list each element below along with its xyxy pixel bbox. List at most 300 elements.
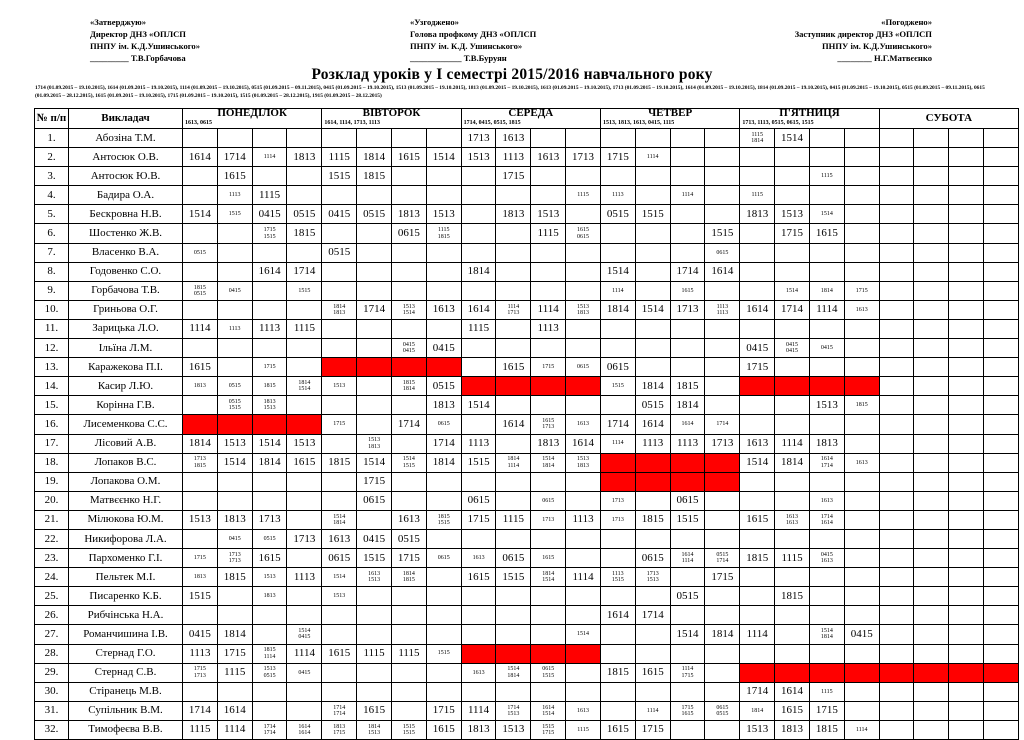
lesson-cell — [600, 720, 635, 739]
group-code: 1514 — [402, 309, 415, 316]
lesson-cell — [496, 568, 531, 587]
lesson-cell — [357, 663, 392, 682]
approval-block-agreed — [410, 16, 536, 64]
group-code: 1114 — [746, 627, 768, 640]
group-code: 1114 — [467, 704, 490, 717]
lesson-cell — [809, 281, 844, 300]
group-code: 0615 — [437, 421, 450, 428]
group-code: 1614 — [641, 417, 664, 430]
lesson-cell — [635, 167, 670, 186]
lesson-cell — [531, 148, 566, 167]
blocked-cell — [461, 644, 496, 663]
group-code: 1114 — [507, 303, 520, 310]
lesson-cell — [426, 568, 461, 587]
group-code: 0415 — [228, 287, 241, 294]
group-code: 1113 — [228, 325, 241, 332]
row-number: 29. — [35, 663, 69, 682]
approval-header — [90, 16, 932, 66]
lesson-cell — [183, 262, 218, 281]
lesson-cell — [635, 529, 670, 548]
lesson-cell — [844, 529, 879, 548]
lesson-cell — [531, 529, 566, 548]
row-number: 21. — [35, 510, 69, 529]
table-row — [35, 472, 1019, 491]
group-code: 1814 — [258, 456, 281, 469]
lesson-cell — [914, 377, 949, 396]
group-code: 1514 — [542, 577, 555, 584]
lesson-cell — [879, 644, 914, 663]
lesson-cell — [496, 262, 531, 281]
day-header-thursday — [600, 109, 739, 129]
lesson-cell — [357, 491, 392, 510]
lesson-cell — [740, 415, 775, 434]
lesson-cell — [635, 358, 670, 377]
lesson-cell — [984, 434, 1019, 453]
lesson-cell — [705, 663, 740, 682]
lesson-cell — [949, 720, 984, 739]
lesson-cell — [496, 720, 531, 739]
group-code: 0515 — [397, 532, 420, 545]
group-code: 1513 — [263, 574, 276, 581]
lesson-cell — [531, 186, 566, 205]
teacher-name: Гриньова О.Г. — [69, 300, 183, 319]
group-code: 1513 — [333, 593, 346, 600]
group-code: 1613 — [786, 513, 799, 520]
group-code: 1514 — [641, 303, 664, 316]
lesson-cell — [531, 472, 566, 491]
lesson-cell — [287, 243, 322, 262]
blocked-cell — [914, 663, 949, 682]
lesson-cell — [217, 281, 252, 300]
table-row — [35, 453, 1019, 472]
group-periods-note: 1714 (01.09.2015 – 19.10.2015), 1614 (01.09.2015 – 19.10.2015), 1114 (01.09.2015 – 19.10.2015), 0515 (01.09.2015 – 09.11.2015), 0415 (01.09.2015 – 19.10.2015), 1513 (01.09.2015 – 19.10.2015), 1813 (01.09.2015 – 19.10.2015), 1613 (01.09.2015 – 19.10.2015), 1713 (01.09.2015 – 19.10.2015), 1614 (01.09.2015 – 19.10.2015), 1814 (01.09.2015 – 19.10.2015), 0415 (01.09.2015 – 19.10.2015), 0515 (01.09.2015 – 09.11.2015), 0615 (01.09.2015 – 28.12.2015), 1615 (01.09.2015 – 19.10.2015), 1715 (01.09.2015 – 19.10.2015), 1515 (01.09.2015 – 28.12.2015), 1915 (01.09.2015 – 28.12.2015) — [35, 85, 985, 100]
lesson-cell — [670, 262, 705, 281]
lesson-cell — [392, 377, 427, 396]
group-code: 1713 — [507, 309, 520, 316]
lesson-cell — [879, 587, 914, 606]
lesson-cell — [252, 339, 287, 358]
lesson-cell — [600, 529, 635, 548]
lesson-cell — [809, 339, 844, 358]
lesson-cell — [809, 529, 844, 548]
lesson-cell — [705, 205, 740, 224]
blocked-cell — [600, 453, 635, 472]
lesson-cell — [357, 148, 392, 167]
group-code: 1813 — [193, 383, 206, 390]
group-code: 1614 — [298, 723, 311, 730]
group-code: 1513 — [188, 513, 211, 526]
lesson-cell — [844, 472, 879, 491]
lesson-cell — [357, 682, 392, 701]
day-header-monday — [183, 109, 322, 129]
teacher-name: Супільник В.М. — [69, 701, 183, 720]
lesson-cell — [392, 186, 427, 205]
lesson-cell — [566, 682, 601, 701]
group-code: 1813 — [368, 443, 381, 450]
lesson-cell — [914, 472, 949, 491]
group-code: 1515 — [641, 207, 664, 220]
lesson-cell — [322, 491, 357, 510]
lesson-cell — [392, 205, 427, 224]
lesson-cell — [392, 262, 427, 281]
lesson-cell — [252, 720, 287, 739]
row-number: 4. — [35, 186, 69, 205]
lesson-cell — [705, 549, 740, 568]
lesson-cell — [357, 339, 392, 358]
group-code: 1814 — [542, 571, 555, 577]
lesson-cell — [914, 587, 949, 606]
row-number: 13. — [35, 358, 69, 377]
group-code: 1814 — [820, 287, 833, 294]
lesson-cell — [217, 453, 252, 472]
lesson-cell — [809, 625, 844, 644]
lesson-cell — [775, 319, 810, 338]
lesson-cell — [914, 396, 949, 415]
lesson-cell — [392, 682, 427, 701]
group-code: 1815 — [781, 589, 804, 602]
lesson-cell — [705, 625, 740, 644]
lesson-cell — [670, 682, 705, 701]
lesson-cell — [217, 396, 252, 415]
lesson-cell — [635, 205, 670, 224]
lesson-cell — [287, 644, 322, 663]
blocked-cell — [496, 377, 531, 396]
blocked-cell — [322, 358, 357, 377]
lesson-cell — [252, 358, 287, 377]
lesson-cell — [600, 129, 635, 148]
lesson-cell — [914, 415, 949, 434]
group-code: 1813 — [746, 207, 769, 220]
row-number: 6. — [35, 224, 69, 243]
lesson-cell — [217, 587, 252, 606]
row-number: 8. — [35, 262, 69, 281]
lesson-cell — [287, 606, 322, 625]
row-number: 18. — [35, 453, 69, 472]
lesson-cell — [217, 205, 252, 224]
lesson-cell — [809, 129, 844, 148]
lesson-cell — [879, 167, 914, 186]
table-row — [35, 186, 1019, 205]
group-code: 0615 — [397, 227, 420, 240]
group-code: 1513 — [263, 405, 276, 412]
lesson-cell — [183, 491, 218, 510]
group-code: 1514 — [786, 287, 799, 294]
group-code: 1514 — [258, 437, 281, 450]
lesson-cell — [287, 129, 322, 148]
group-code: 1715 — [502, 169, 525, 182]
group-code: 1515 — [467, 456, 490, 469]
lesson-cell — [984, 472, 1019, 491]
lesson-cell — [287, 205, 322, 224]
lesson-cell — [461, 339, 496, 358]
lesson-cell — [670, 300, 705, 319]
day-header-saturday — [879, 109, 1018, 129]
lesson-cell — [531, 358, 566, 377]
lesson-cell — [705, 682, 740, 701]
group-code: 1114 — [681, 192, 694, 199]
lesson-cell — [984, 300, 1019, 319]
group-code: 1615 — [681, 287, 694, 294]
row-number: 30. — [35, 682, 69, 701]
group-code: 0415 — [402, 341, 415, 348]
lesson-cell — [357, 129, 392, 148]
lesson-cell — [740, 205, 775, 224]
group-code: 1115 — [781, 551, 803, 564]
group-code: 1814 — [402, 386, 415, 393]
table-row — [35, 568, 1019, 587]
lesson-cell — [705, 262, 740, 281]
lesson-cell — [183, 606, 218, 625]
day-header-friday — [740, 109, 879, 129]
lesson-cell — [809, 224, 844, 243]
lesson-cell — [600, 625, 635, 644]
blocked-cell — [252, 415, 287, 434]
lesson-cell — [322, 281, 357, 300]
group-code: 1513 — [815, 398, 838, 411]
lesson-cell — [357, 549, 392, 568]
group-code: 0515 — [328, 246, 351, 259]
group-code: 1714 — [641, 608, 664, 621]
lesson-cell — [183, 186, 218, 205]
day-groups: 1614, 1114, 1713, 1113 — [324, 120, 381, 126]
teacher-name: Рибчінська Н.А. — [69, 606, 183, 625]
lesson-cell — [670, 129, 705, 148]
approval-line: ____________ Т.В.Буруян — [410, 53, 507, 63]
lesson-cell — [322, 529, 357, 548]
group-code: 1815 — [402, 380, 415, 387]
lesson-cell — [252, 205, 287, 224]
group-code: 1515 — [402, 729, 415, 736]
lesson-cell — [357, 472, 392, 491]
group-code: 0515 — [641, 398, 664, 411]
group-code: 1615 — [606, 723, 629, 736]
group-code: 1814 — [507, 456, 520, 463]
lesson-cell — [566, 549, 601, 568]
group-code: 1713 — [711, 437, 734, 450]
row-number: 20. — [35, 491, 69, 510]
group-code: 1115 — [437, 227, 450, 234]
lesson-cell — [809, 262, 844, 281]
group-code: 1114 — [681, 558, 694, 565]
lesson-cell — [600, 300, 635, 319]
lesson-cell — [461, 186, 496, 205]
lesson-cell — [914, 167, 949, 186]
group-code: 1813 — [577, 309, 590, 316]
lesson-cell — [740, 606, 775, 625]
lesson-cell — [496, 167, 531, 186]
group-code: 0615 — [641, 551, 664, 564]
group-code: 1614 — [681, 551, 694, 558]
lesson-cell — [844, 129, 879, 148]
lesson-cell — [531, 396, 566, 415]
lesson-cell — [670, 587, 705, 606]
row-number: 11. — [35, 319, 69, 338]
lesson-cell — [183, 701, 218, 720]
group-code: 1713 — [676, 303, 699, 316]
lesson-cell — [287, 148, 322, 167]
lesson-cell — [635, 625, 670, 644]
lesson-cell — [949, 434, 984, 453]
teacher-name: Лісовий А.В. — [69, 434, 183, 453]
lesson-cell — [287, 319, 322, 338]
lesson-cell — [531, 587, 566, 606]
approval-line: ПНПУ ім. К.Д. Ушинського» — [410, 41, 523, 51]
group-code: 0515 — [263, 672, 276, 679]
lesson-cell — [461, 224, 496, 243]
blocked-cell — [635, 453, 670, 472]
group-code: 1814 — [711, 627, 734, 640]
lesson-cell — [844, 262, 879, 281]
group-code: 1613 — [577, 707, 590, 714]
lesson-cell — [426, 625, 461, 644]
group-code: 1613 — [820, 497, 833, 504]
group-code: 1615 — [293, 456, 316, 469]
lesson-cell — [217, 243, 252, 262]
blocked-cell — [287, 415, 322, 434]
blocked-cell — [844, 663, 879, 682]
group-code: 1715 — [641, 723, 664, 736]
lesson-cell — [984, 205, 1019, 224]
lesson-cell — [183, 510, 218, 529]
lesson-cell — [635, 720, 670, 739]
group-code: 1713 — [228, 558, 241, 565]
group-code: 1113 — [228, 192, 241, 199]
group-code: 1713 — [193, 672, 206, 679]
lesson-cell — [183, 167, 218, 186]
day-groups: 1613, 0615 — [185, 120, 212, 126]
lesson-cell — [600, 281, 635, 300]
lesson-cell — [426, 720, 461, 739]
group-code: 1514 — [820, 211, 833, 218]
lesson-cell — [600, 434, 635, 453]
lesson-cell — [183, 243, 218, 262]
group-code: 1514 — [188, 207, 211, 220]
lesson-cell — [461, 396, 496, 415]
lesson-cell — [705, 701, 740, 720]
group-code: 1715 — [263, 364, 276, 371]
teacher-name: Бадира О.А. — [69, 186, 183, 205]
lesson-cell — [322, 129, 357, 148]
lesson-cell — [183, 205, 218, 224]
group-code: 1615 — [432, 723, 455, 736]
lesson-cell — [426, 587, 461, 606]
teacher-name: Лопакова О.М. — [69, 472, 183, 491]
lesson-cell — [322, 568, 357, 587]
lesson-cell — [705, 186, 740, 205]
lesson-cell — [844, 510, 879, 529]
lesson-cell — [357, 281, 392, 300]
group-code: 1115 — [224, 666, 246, 679]
lesson-cell — [809, 606, 844, 625]
lesson-cell — [426, 453, 461, 472]
lesson-cell — [566, 281, 601, 300]
lesson-cell — [252, 281, 287, 300]
lesson-cell — [566, 663, 601, 682]
lesson-cell — [809, 243, 844, 262]
group-code: 1513 — [263, 666, 276, 673]
lesson-cell — [183, 549, 218, 568]
lesson-cell — [392, 339, 427, 358]
lesson-cell — [217, 472, 252, 491]
lesson-cell — [844, 720, 879, 739]
lesson-cell — [357, 587, 392, 606]
lesson-cell — [670, 625, 705, 644]
group-code: 1614 — [542, 704, 555, 711]
day-groups: 1513, 1813, 1613, 0415, 1115 — [602, 120, 675, 126]
group-code: 1115 — [751, 192, 763, 199]
lesson-cell — [496, 701, 531, 720]
lesson-cell — [984, 549, 1019, 568]
lesson-cell — [949, 415, 984, 434]
lesson-cell — [322, 396, 357, 415]
lesson-cell — [775, 453, 810, 472]
lesson-cell — [496, 549, 531, 568]
lesson-cell — [531, 224, 566, 243]
group-code: 1615 — [641, 666, 664, 679]
lesson-cell — [461, 682, 496, 701]
lesson-cell — [775, 720, 810, 739]
group-code: 1515 — [228, 211, 241, 218]
group-code: 1113 — [258, 322, 281, 335]
group-code: 1715 — [333, 729, 346, 736]
lesson-cell — [740, 167, 775, 186]
day-name: ПОНЕДІЛОК — [217, 108, 287, 119]
lesson-cell — [809, 644, 844, 663]
row-number: 2. — [35, 148, 69, 167]
lesson-cell — [600, 663, 635, 682]
lesson-cell — [775, 148, 810, 167]
group-code: 1815 — [437, 513, 450, 520]
lesson-cell — [252, 663, 287, 682]
table-row — [35, 529, 1019, 548]
group-code: 1513 — [577, 303, 590, 310]
lesson-cell — [322, 587, 357, 606]
teacher-name: Писаренко К.Б. — [69, 587, 183, 606]
lesson-cell — [670, 644, 705, 663]
row-number: 28. — [35, 644, 69, 663]
approval-block-approve — [90, 16, 200, 64]
group-code: 1114 — [612, 440, 624, 447]
row-number: 24. — [35, 568, 69, 587]
group-code: 1514 — [820, 628, 833, 635]
group-code: 1713 — [228, 551, 241, 558]
lesson-cell — [531, 339, 566, 358]
group-code: 1515 — [363, 551, 386, 564]
lesson-cell — [461, 281, 496, 300]
group-code: 1614 — [606, 608, 629, 621]
lesson-cell — [426, 682, 461, 701]
lesson-cell — [461, 319, 496, 338]
lesson-cell — [775, 625, 810, 644]
lesson-cell — [287, 434, 322, 453]
lesson-cell — [914, 148, 949, 167]
approval-block-coordinated — [795, 16, 932, 64]
group-code: 0415 — [820, 551, 833, 558]
group-code: 1715 — [432, 704, 455, 717]
lesson-cell — [287, 300, 322, 319]
lesson-cell — [496, 529, 531, 548]
lesson-cell — [775, 510, 810, 529]
lesson-cell — [357, 434, 392, 453]
row-number: 31. — [35, 701, 69, 720]
lesson-cell — [635, 434, 670, 453]
lesson-cell — [357, 186, 392, 205]
lesson-cell — [392, 243, 427, 262]
table-row — [35, 358, 1019, 377]
group-code: 1714 — [820, 513, 833, 520]
lesson-cell — [461, 415, 496, 434]
lesson-cell — [531, 167, 566, 186]
